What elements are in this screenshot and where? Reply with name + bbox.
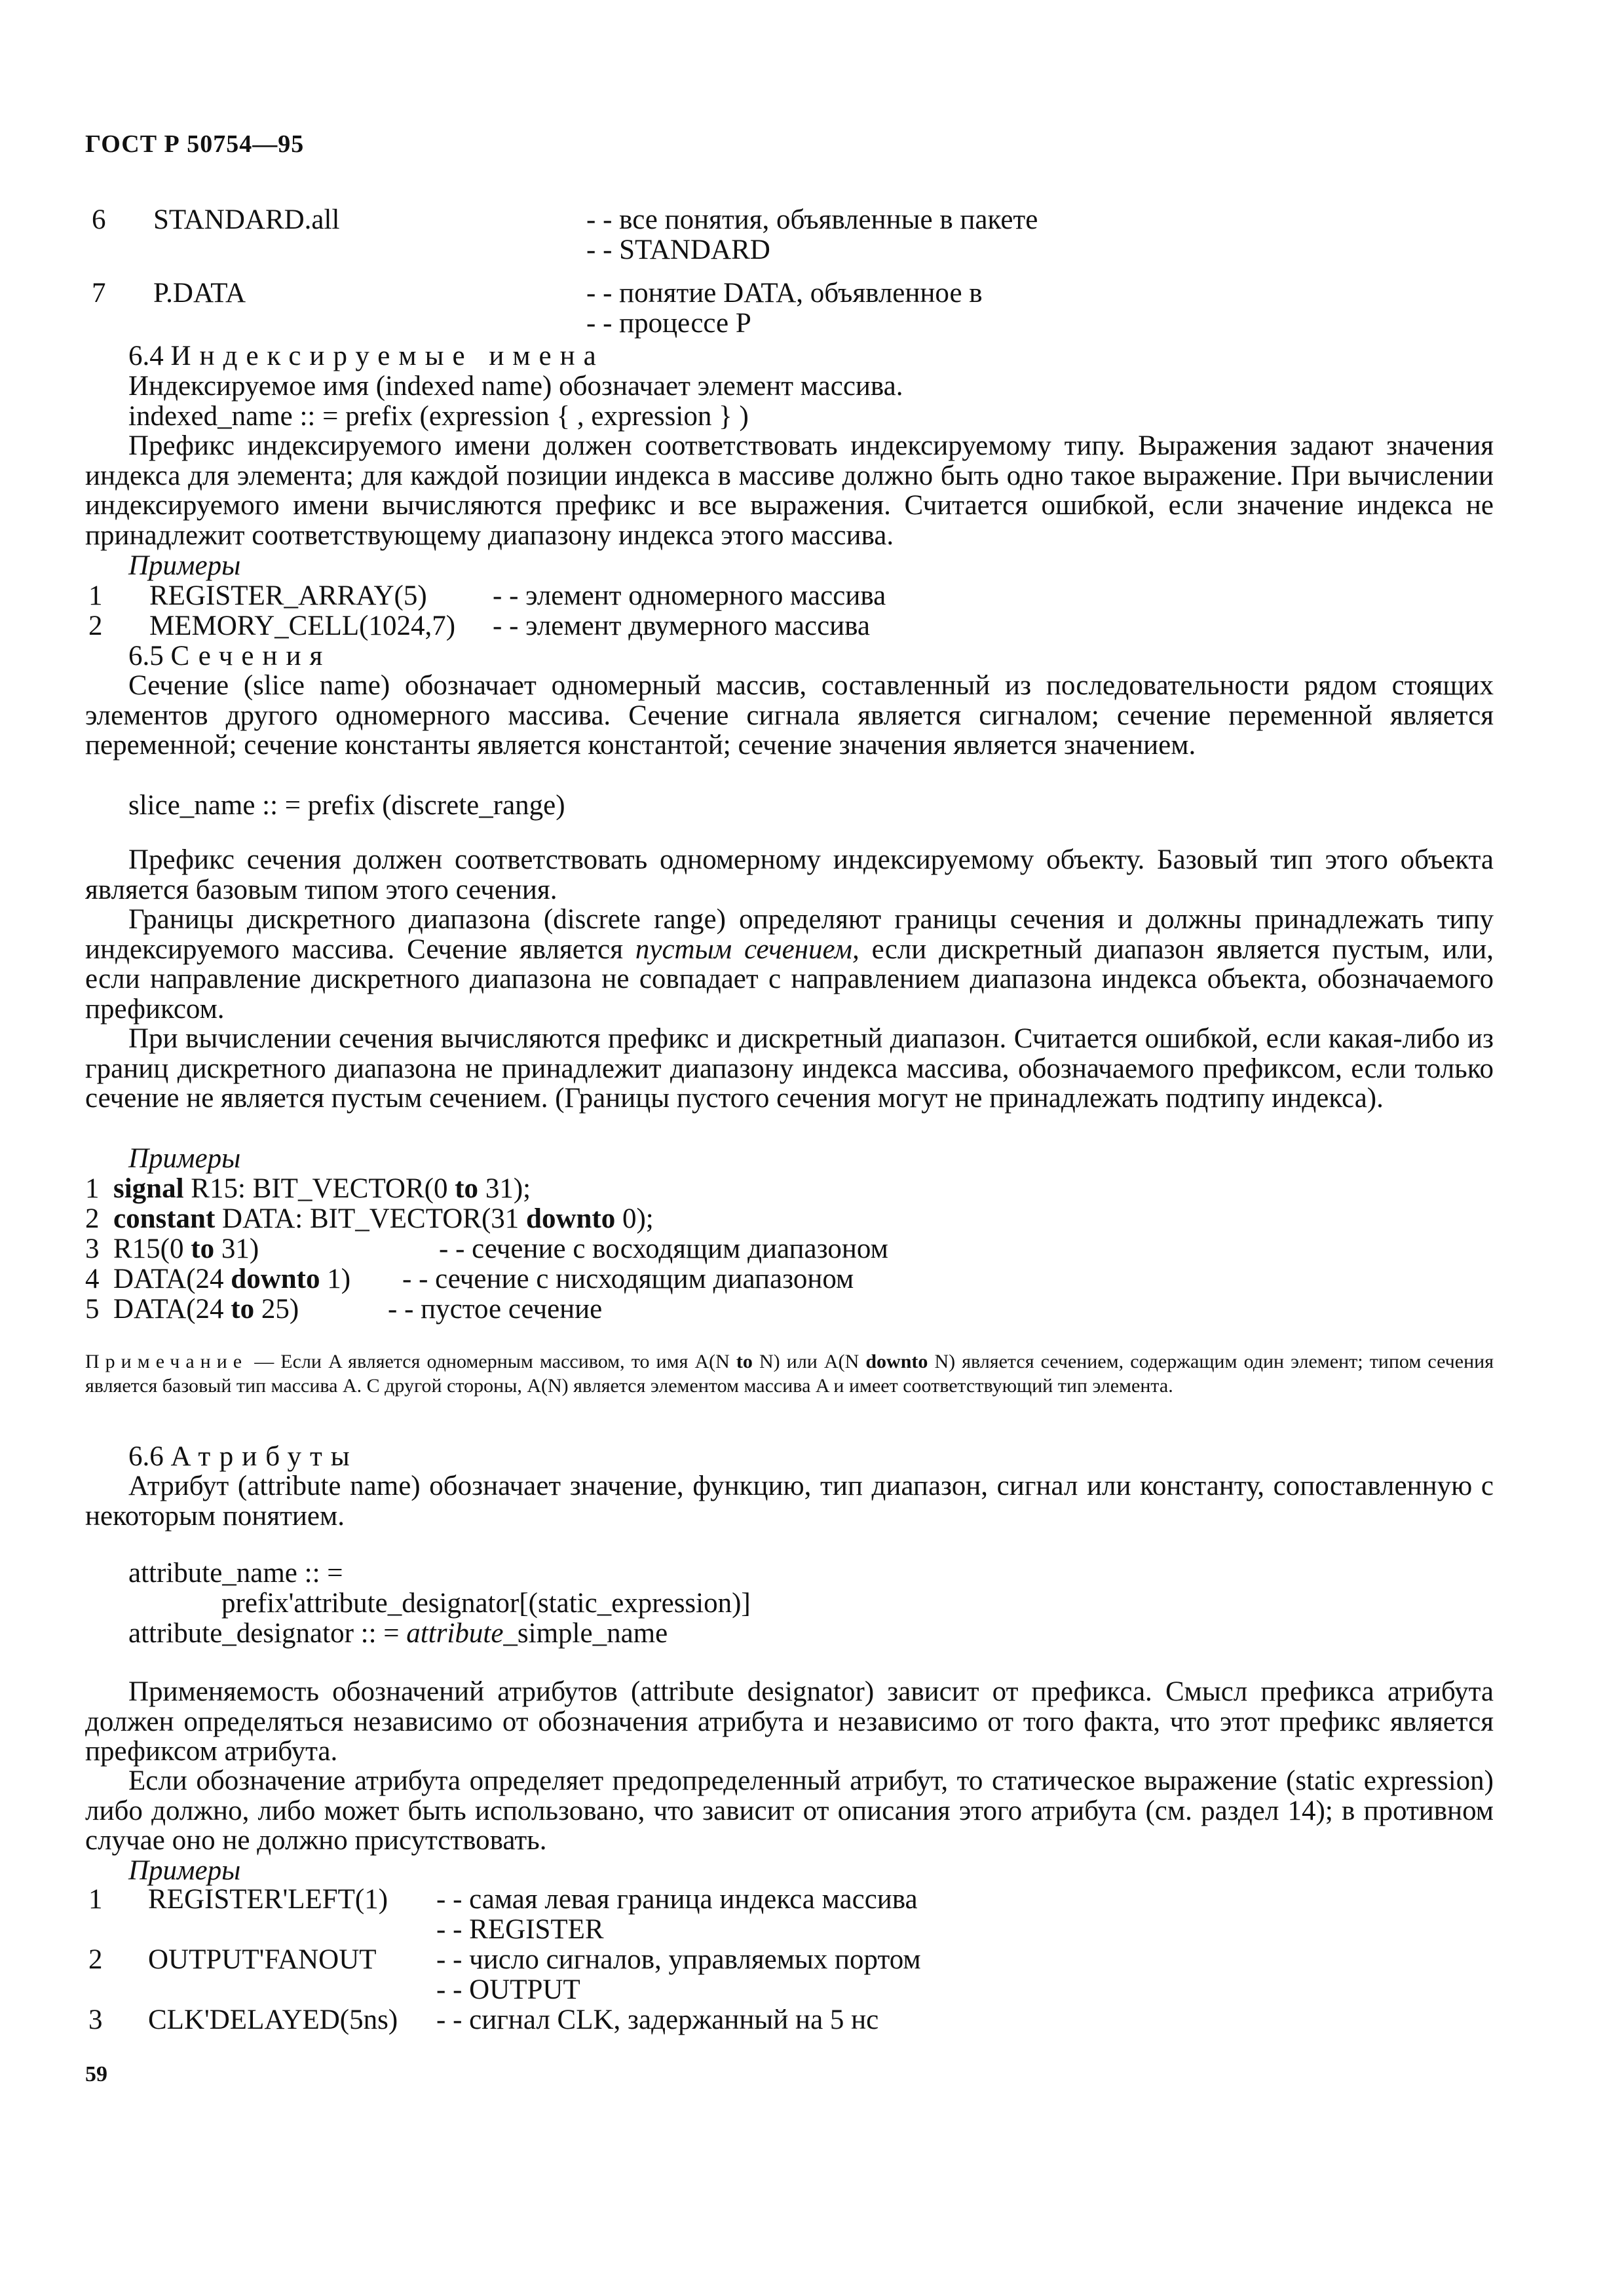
section-title: Атрибуты — [170, 1441, 358, 1472]
code-example: 3 R15(0 to 31) — [85, 1233, 259, 1264]
example-number: 7 — [92, 278, 106, 309]
example-comment: - - понятие DATA, объявленное в — [586, 278, 983, 309]
examples-label: Примеры — [128, 550, 241, 581]
keyword: to — [736, 1351, 753, 1372]
example-comment: - - сечение с восходящим диапазоном — [439, 1233, 888, 1264]
paragraph: Применяемость обозначений атрибутов (attribute designator) зависит от префикса. Смысл префикса атрибута должен определяться независимо от обозначения атрибута и независимо от того факта, что этот префикс является префиксом атрибута. — [85, 1676, 1494, 1767]
example-comment: - - элемент двумерного массива — [493, 611, 870, 641]
keyword: downto — [231, 1264, 320, 1294]
example-comment: - - элемент одномерного массива — [493, 580, 886, 611]
paragraph: Префикс сечения должен соответствовать одномерному индексируемому объекту. Базовый тип этого объекта является базовым типом этого сечения. — [85, 844, 1494, 905]
example-comment: - - сечение с нисходящим диапазоном — [402, 1264, 854, 1294]
examples-label: Примеры — [128, 1143, 241, 1174]
note-label: Примечание — [85, 1351, 248, 1372]
term-italic: пустым сечением, — [635, 933, 859, 965]
syntax-rule: prefix'attribute_designator[(static_expression)] — [221, 1588, 751, 1619]
example-number: 2 — [85, 1203, 100, 1234]
example-number: 6 — [92, 204, 106, 235]
example-code: P.DATA — [153, 278, 246, 309]
paragraph: Сечение (slice name) обозначает одномерный массив, составленный из последовательности рядом стоящих элементов другого одномерного массива. Сечение сигнала является сигналом; сечение переменной является переменной; сечение константы является константой; сечение значения является значением. — [85, 670, 1494, 761]
example-number: 3 — [88, 2004, 103, 2035]
keyword: signal — [113, 1173, 184, 1204]
code-example: 2 constant DATA: BIT_VECTOR(31 downto 0); — [85, 1203, 654, 1234]
keyword: constant — [113, 1203, 216, 1234]
keyword: to — [231, 1294, 255, 1325]
example-number: 1 — [85, 1173, 100, 1204]
section-heading — [128, 1441, 358, 1473]
example-number: 2 — [88, 611, 103, 641]
syntax-rule: attribute_name :: = — [128, 1558, 343, 1589]
keyword: to — [191, 1233, 215, 1264]
paragraph: Если обозначение атрибута определяет предопределенный атрибут, то статическое выражение (static expression) либо должно, либо может быть использовано, что зависит от описания этого атрибута (см. раздел 14); в противном случае оно не должно присутствовать. — [85, 1765, 1494, 1856]
section-number: 6.4 — [128, 341, 164, 371]
example-comment: - - все понятия, объявленные в пакете — [586, 204, 1038, 235]
example-number: 1 — [88, 1884, 103, 1915]
example-comment: - - процессе P — [586, 308, 751, 339]
page-number: 59 — [85, 2062, 107, 2086]
example-code: OUTPUT'FANOUT — [148, 1944, 377, 1975]
paragraph: Префикс индексируемого имени должен соответствовать индексируемому типу. Выражения задают значения индекса для элемента; для каждой позиции индекса в массиве должно быть одно такое выражение. При вычислении индексируемого имени вычисляются префикс и все выражения. Считается ошибкой, если значение индекса не принадлежит соответствующему диапазону индекса этого массива. — [85, 430, 1494, 551]
example-comment: - - число сигналов, управляемых портом — [436, 1944, 921, 1975]
example-comment: - - STANDARD — [586, 235, 770, 265]
keyword: downto — [865, 1351, 928, 1372]
example-code: CLK'DELAYED(5ns) — [148, 2004, 398, 2035]
paragraph: Индексируемое имя (indexed name) обозначает элемент массива. — [128, 371, 903, 402]
example-comment: - - пустое сечение — [388, 1294, 603, 1325]
example-number: 5 — [85, 1294, 100, 1325]
example-code: REGISTER'LEFT(1) — [148, 1884, 388, 1915]
example-number: 1 — [88, 580, 103, 611]
code-example: 5 DATA(24 to 25) — [85, 1294, 299, 1325]
syntax-rule: attribute_designator :: = attribute_simple_name — [128, 1618, 668, 1649]
paragraph: Атрибут (attribute name) обозначает значение, функцию, тип диапазон, сигнал или константу, сопоставленную с некоторым понятием. — [85, 1471, 1494, 1532]
example-number: 4 — [85, 1264, 100, 1294]
paragraph: Границы дискретного диапазона (discrete range) определяют границы сечения и должны принадлежать типу индексируемого массива. Сечение является пустым сечением, если дискретный диапазон является пустым, или, если направление дискретного диапазона не совпадает с направлением диапазона индекса объекта, обозначаемого префиксом. — [85, 904, 1494, 1025]
syntax-rule: indexed_name :: = prefix (expression { , expression } ) — [128, 401, 749, 432]
examples-label: Примеры — [128, 1855, 241, 1886]
keyword: downto — [526, 1203, 616, 1234]
example-number: 2 — [88, 1944, 103, 1975]
document-header: ГОСТ Р 50754—95 — [85, 130, 305, 158]
example-code: STANDARD.all — [153, 204, 340, 235]
section-title: Сечения — [170, 641, 331, 671]
example-comment: - - REGISTER — [436, 1914, 604, 1945]
section-number: 6.6 — [128, 1441, 164, 1472]
section-heading — [128, 341, 605, 372]
example-code: MEMORY_CELL(1024,7) — [149, 611, 456, 641]
section-heading — [128, 641, 331, 672]
paragraph: При вычислении сечения вычисляются префикс и дискретный диапазон. Считается ошибкой, если какая-либо из границ дискретного диапазона не принадлежит диапазону индекса массива, обозначаемого префиксом, если только сечение не является пустым сечением. (Границы пустого сечения могут не принадлежать подтипу индекса). — [85, 1023, 1494, 1114]
example-number: 3 — [85, 1233, 100, 1264]
note: Примечание — Если A является одномерным массивом, то имя A(N to N) или A(N downto N) является сечением, содержащим один элемент; типом сечения является базовый тип массива A. С другой стороны, A(N) является элементом массива A и имеет соответствующий тип элемента. — [85, 1351, 1494, 1397]
code-example: 4 DATA(24 downto 1) — [85, 1264, 351, 1294]
section-title: Индексируемые имена — [170, 341, 605, 371]
term-italic: attribute — [406, 1618, 504, 1649]
example-code: REGISTER_ARRAY(5) — [149, 580, 427, 611]
code-example: 1 signal R15: BIT_VECTOR(0 to 31); — [85, 1173, 531, 1204]
example-comment: - - OUTPUT — [436, 1974, 580, 2005]
example-comment: - - самая левая граница индекса массива — [436, 1884, 918, 1915]
syntax-rule: slice_name :: = prefix (discrete_range) — [128, 790, 565, 821]
section-number: 6.5 — [128, 641, 164, 671]
example-comment: - - сигнал CLK, задержанный на 5 нс — [436, 2004, 879, 2035]
keyword: to — [455, 1173, 479, 1204]
